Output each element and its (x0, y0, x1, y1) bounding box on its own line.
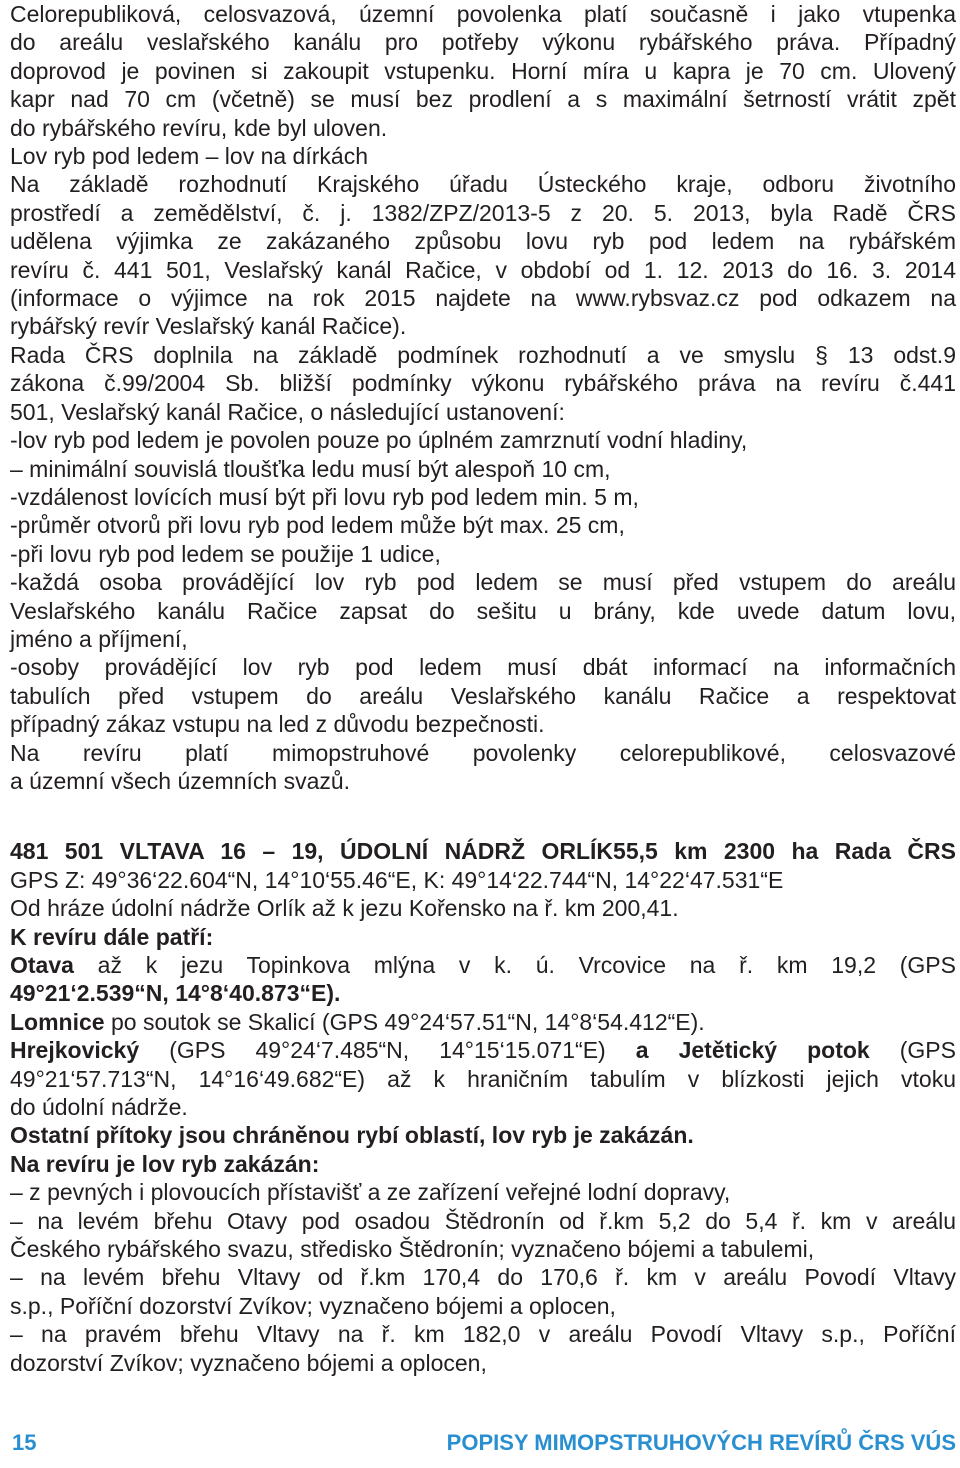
hrejkovicky-text: (GPS 49°24‘7.485“N, 14°15‘15.071“E) (139, 1037, 636, 1064)
footer-title: POPISY MIMOPSTRUHOVÝCH REVÍRŮ ČRS VÚS (446, 1430, 956, 1455)
rule-item: -průměr otvorů při lovu ryb pod ledem může být max. 25 cm, (10, 512, 625, 539)
jeteticky-label: a Jetětický potok (635, 1037, 870, 1064)
text-line: (informace o výjimce na rok 2015 najdete na www.rybsvaz.cz pod odkazem na (10, 285, 956, 312)
text-line: do rybářského revíru, kde byl uloven. (10, 114, 388, 141)
otava-text: až k jezu Topinkova mlýna v k. ú. Vrcovice na ř. km 19,2 (GPS (73, 952, 956, 978)
text-line: revíru č. 441 501, Veslařský kanál Račice, v období od 1. 12. 2013 do 16. 3. 2014 (10, 256, 956, 283)
text-line: do areálu veslařského kanálu pro potřeby výkonu rybářského práva. Případný (10, 29, 956, 56)
text-line: dozorství Zvíkov; vyznačeno bójemi a oplocen, (10, 1349, 487, 1376)
text-line: doprovod je povinen si zakoupit vstupenku. Horní míra u kapra je 70 cm. Ulovený (10, 57, 956, 84)
jeteticky-text: (GPS (869, 1037, 956, 1064)
text-line: do údolní nádrže. (10, 1094, 188, 1121)
text-line: Celorepubliková, celosvazová, územní povolenka platí současně i jako vtupenka (10, 1, 956, 27)
forbidden-item: – z pevných i plovoucích přístavišť a ze zařízení veřejné lodní dopravy, (10, 1179, 731, 1206)
forbidden-item: – na levém břehu Vltavy od ř.km 170,4 do 170,6 ř. km v areálu Povodí Vltavy (10, 1264, 956, 1291)
lomnice-text: po soutok se Skalicí (GPS 49°24‘57.51“N, 14°8‘54.412“E). (104, 1008, 705, 1035)
forbidden-item: – na levém břehu Otavy pod osadou Štědronín od ř.km 5,2 do 5,4 ř. km v areálu (10, 1207, 956, 1234)
text-line: Na revíru platí mimopstruhové povolenky celorepublikové, celosvazové (10, 739, 956, 766)
tributaries-note: Ostatní přítoky jsou chráněnou rybí oblastí, lov ryb je zakázán. (10, 1122, 694, 1149)
otava-line (10, 951, 956, 979)
belongs-heading: K revíru dále patří: (10, 923, 214, 950)
section-vltava-orlik (10, 837, 956, 1377)
otava-gps: 49°21‘2.539“N, 14°8‘40.873“E). (10, 980, 341, 1007)
forbidden-item: – na pravém břehu Vltavy na ř. km 182,0 v areálu Povodí Vltavy s.p., Poříční (10, 1321, 956, 1348)
text-line: 49°21‘57.713“N, 14°16‘49.682“E) až k hraničním tabulím v blízkosti jejich vtoku (10, 1065, 956, 1092)
rule-item: -osoby provádějící lov ryb pod ledem musí dbát informací na informačních (10, 654, 956, 681)
text-line: Českého rybářského svazu, středisko Štědronín; vyznačeno bójemi a tabulemi, (10, 1236, 815, 1263)
hrejkovicky-line (10, 1036, 956, 1064)
page-content (10, 0, 956, 1377)
section-heading: 481 501 VLTAVA 16 – 19, ÚDOLNÍ NÁDRŽ ORLÍK55,5 km 2300 ha Rada ČRS (10, 838, 956, 865)
text-line: s.p., Poříční dozorství Zvíkov; vyznačeno bójemi a oplocen, (10, 1292, 616, 1319)
gps-coordinates: GPS Z: 49°36‘22.604“N, 14°10‘55.46“E, K: 49°14‘22.744“N, 14°22‘47.531“E (10, 866, 784, 893)
text-line: Veslařského kanálu Račice zapsat do sešitu u brány, kde uvede datum lovu, (10, 597, 956, 624)
hrejkovicky-label: Hrejkovický (10, 1037, 140, 1064)
text-line: 501, Veslařský kanál Račice, o následující ustanovení: (10, 398, 565, 425)
otava-label: Otava (10, 952, 74, 978)
text-line: prostředí a zemědělství, č. j. 1382/ZPZ/2013-5 z 20. 5. 2013, byla Radě ČRS (10, 199, 956, 226)
rule-item: -lov ryb pod ledem je povolen pouze po úplném zamrznutí vodní hladiny, (10, 427, 748, 454)
text-line: případný zákaz vstupu na led z důvodu bezpečnosti. (10, 711, 545, 738)
text-line: rybářský revír Veslařský kanál Račice). (10, 313, 407, 340)
revir-range: Od hráze údolní nádrže Orlík až k jezu Kořensko na ř. km 200,41. (10, 895, 679, 922)
lomnice-line (10, 1008, 956, 1036)
text-line: jméno a příjmení, (10, 625, 188, 652)
rule-item: -při lovu ryb pod ledem se použije 1 udice, (10, 540, 441, 567)
text-line: Na základě rozhodnutí Krajského úřadu Ústeckého kraje, odboru životního (10, 171, 956, 198)
forbidden-heading: Na revíru je lov ryb zakázán: (10, 1150, 320, 1177)
section-spacer (10, 795, 956, 837)
page-number: 15 (12, 1430, 37, 1455)
rule-item: -vzdálenost lovících musí být při lovu ryb pod ledem min. 5 m, (10, 483, 639, 510)
text-line: tabulích před vstupem do areálu Veslařského kanálu Račice a respektovat (10, 682, 956, 709)
subheading-ice-fishing: Lov ryb pod ledem – lov na dírkách (10, 143, 368, 170)
text-line: kapr nad 70 cm (včetně) se musí bez prodlení a s maximální šetrností vrátit zpět (10, 86, 956, 113)
text-line: udělena výjimka ze zakázaného způsobu lovu ryb pod ledem na rybářském (10, 228, 956, 255)
rule-item: -každá osoba provádějící lov ryb pod ledem se musí před vstupem do areálu (10, 569, 956, 596)
lomnice-label: Lomnice (10, 1008, 105, 1035)
text-line: a územní všech územních svazů. (10, 767, 351, 794)
rule-item: – minimální souvislá tloušťka ledu musí být alespoň 10 cm, (10, 455, 611, 482)
text-line: Rada ČRS doplnila na základě podmínek rozhodnutí a ve smyslu § 13 odst.9 (10, 341, 956, 368)
section-racice-rules (10, 0, 956, 795)
text-line: zákona č.99/2004 Sb. bližší podmínky výkonu rybářského práva na revíru č.441 (10, 370, 956, 397)
